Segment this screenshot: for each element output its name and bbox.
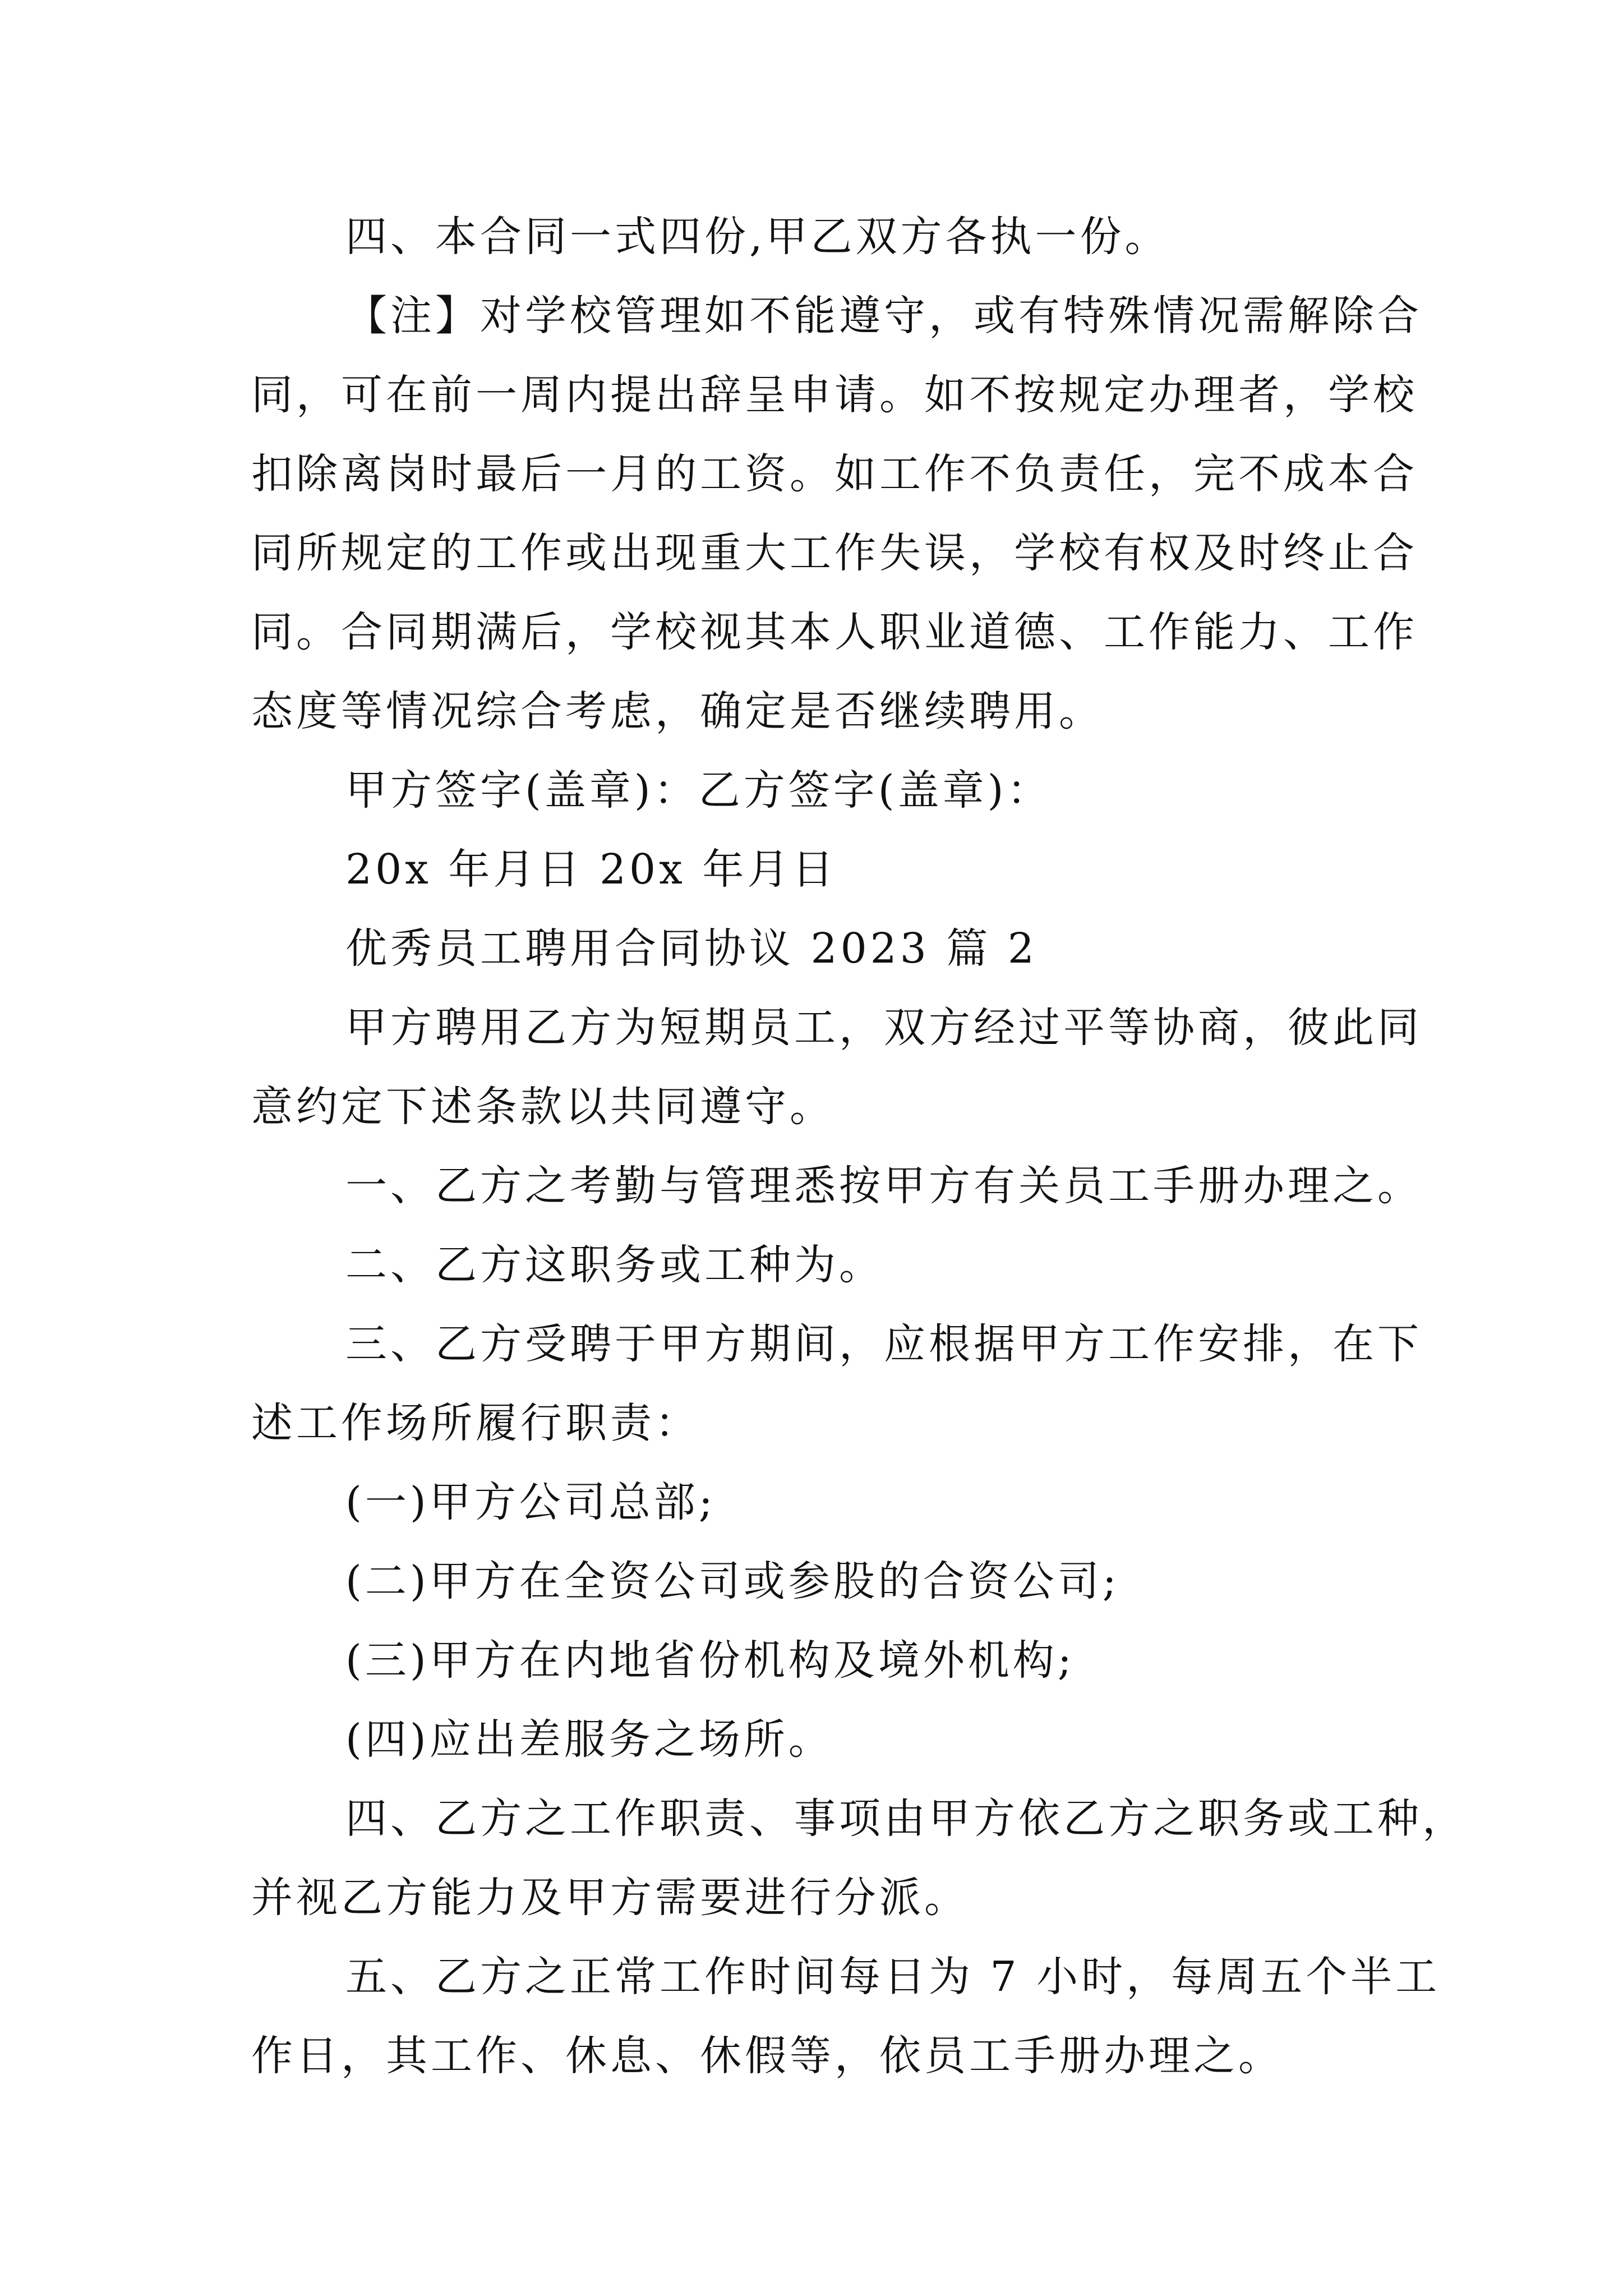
text-line: 甲方签字(盖章)：乙方签字(盖章)： <box>345 766 1052 815</box>
text-line: 20x 年月日 20x 年月日 <box>345 845 837 894</box>
paragraph-dates <box>251 830 1395 909</box>
sub-clause-1 <box>251 1463 1395 1542</box>
text-line: (三)甲方在内地省份机构及境外机构; <box>345 1636 1075 1685</box>
text-line: 并视乙方能力及甲方需要进行分派。 <box>251 1874 969 1922</box>
clause-3 <box>251 1305 1422 1463</box>
sub-clause-3 <box>251 1621 1395 1700</box>
paragraph-copies-clause <box>251 197 1395 277</box>
text-line: 三、乙方受聘于甲方期间，应根据甲方工作安排，在下 <box>345 1320 1422 1368</box>
text-line: (四)应出差服务之场所。 <box>345 1715 833 1764</box>
paragraph-intro <box>251 988 1422 1147</box>
text-line: 同。合同期满后，学校视其本人职业道德、工作能力、工作 <box>251 608 1418 656</box>
text-line: 四、乙方之工作职责、事项由甲方依乙方之职务或工种， <box>345 1795 1467 1843</box>
text-line: 二、乙方这职务或工种为。 <box>345 1241 884 1289</box>
sub-clause-4 <box>251 1700 1395 1779</box>
text-line: 态度等情况综合考虑，确定是否继续聘用。 <box>251 687 1104 735</box>
document-body <box>251 197 1467 2096</box>
text-line: 一、乙方之考勤与管理悉按甲方有关员工手册办理之。 <box>345 1162 1422 1210</box>
text-line: 五、乙方之正常工作时间每日为 7 小时，每周五个半工 <box>345 1953 1441 2001</box>
section-heading <box>251 909 1395 988</box>
text-line: 述工作场所履行职责： <box>251 1399 700 1447</box>
text-line: 四、本合同一式四份,甲乙双方各执一份。 <box>345 213 1170 261</box>
text-line: (二)甲方在全资公司或参股的合资公司; <box>345 1557 1120 1605</box>
clause-1 <box>251 1147 1422 1226</box>
clause-5 <box>251 1938 1441 2096</box>
sub-clause-2 <box>251 1542 1395 1621</box>
paragraph-note <box>251 277 1422 751</box>
text-line: 同所规定的工作或出现重大工作失误，学校有权及时终止合 <box>251 529 1418 577</box>
text-line: 甲方聘用乙方为短期员工，双方经过平等协商，彼此同 <box>345 1004 1422 1052</box>
text-line: 同，可在前一周内提出辞呈申请。如不按规定办理者，学校 <box>251 371 1418 419</box>
clause-4 <box>251 1779 1467 1938</box>
heading-line: 优秀员工聘用合同协议 2023 篇 2 <box>345 924 1038 973</box>
text-line: 作日，其工作、休息、休假等，依员工手册办理之。 <box>251 2032 1283 2080</box>
text-line: 意约定下述条款以共同遵守。 <box>251 1083 834 1131</box>
text-line: (一)甲方公司总部; <box>345 1478 716 1526</box>
clause-2 <box>251 1226 1395 1305</box>
paragraph-signatures <box>251 751 1395 830</box>
text-line: 【注】对学校管理如不能遵守，或有特殊情况需解除合 <box>345 292 1422 340</box>
text-line: 扣除离岗时最后一月的工资。如工作不负责任，完不成本合 <box>251 450 1418 498</box>
